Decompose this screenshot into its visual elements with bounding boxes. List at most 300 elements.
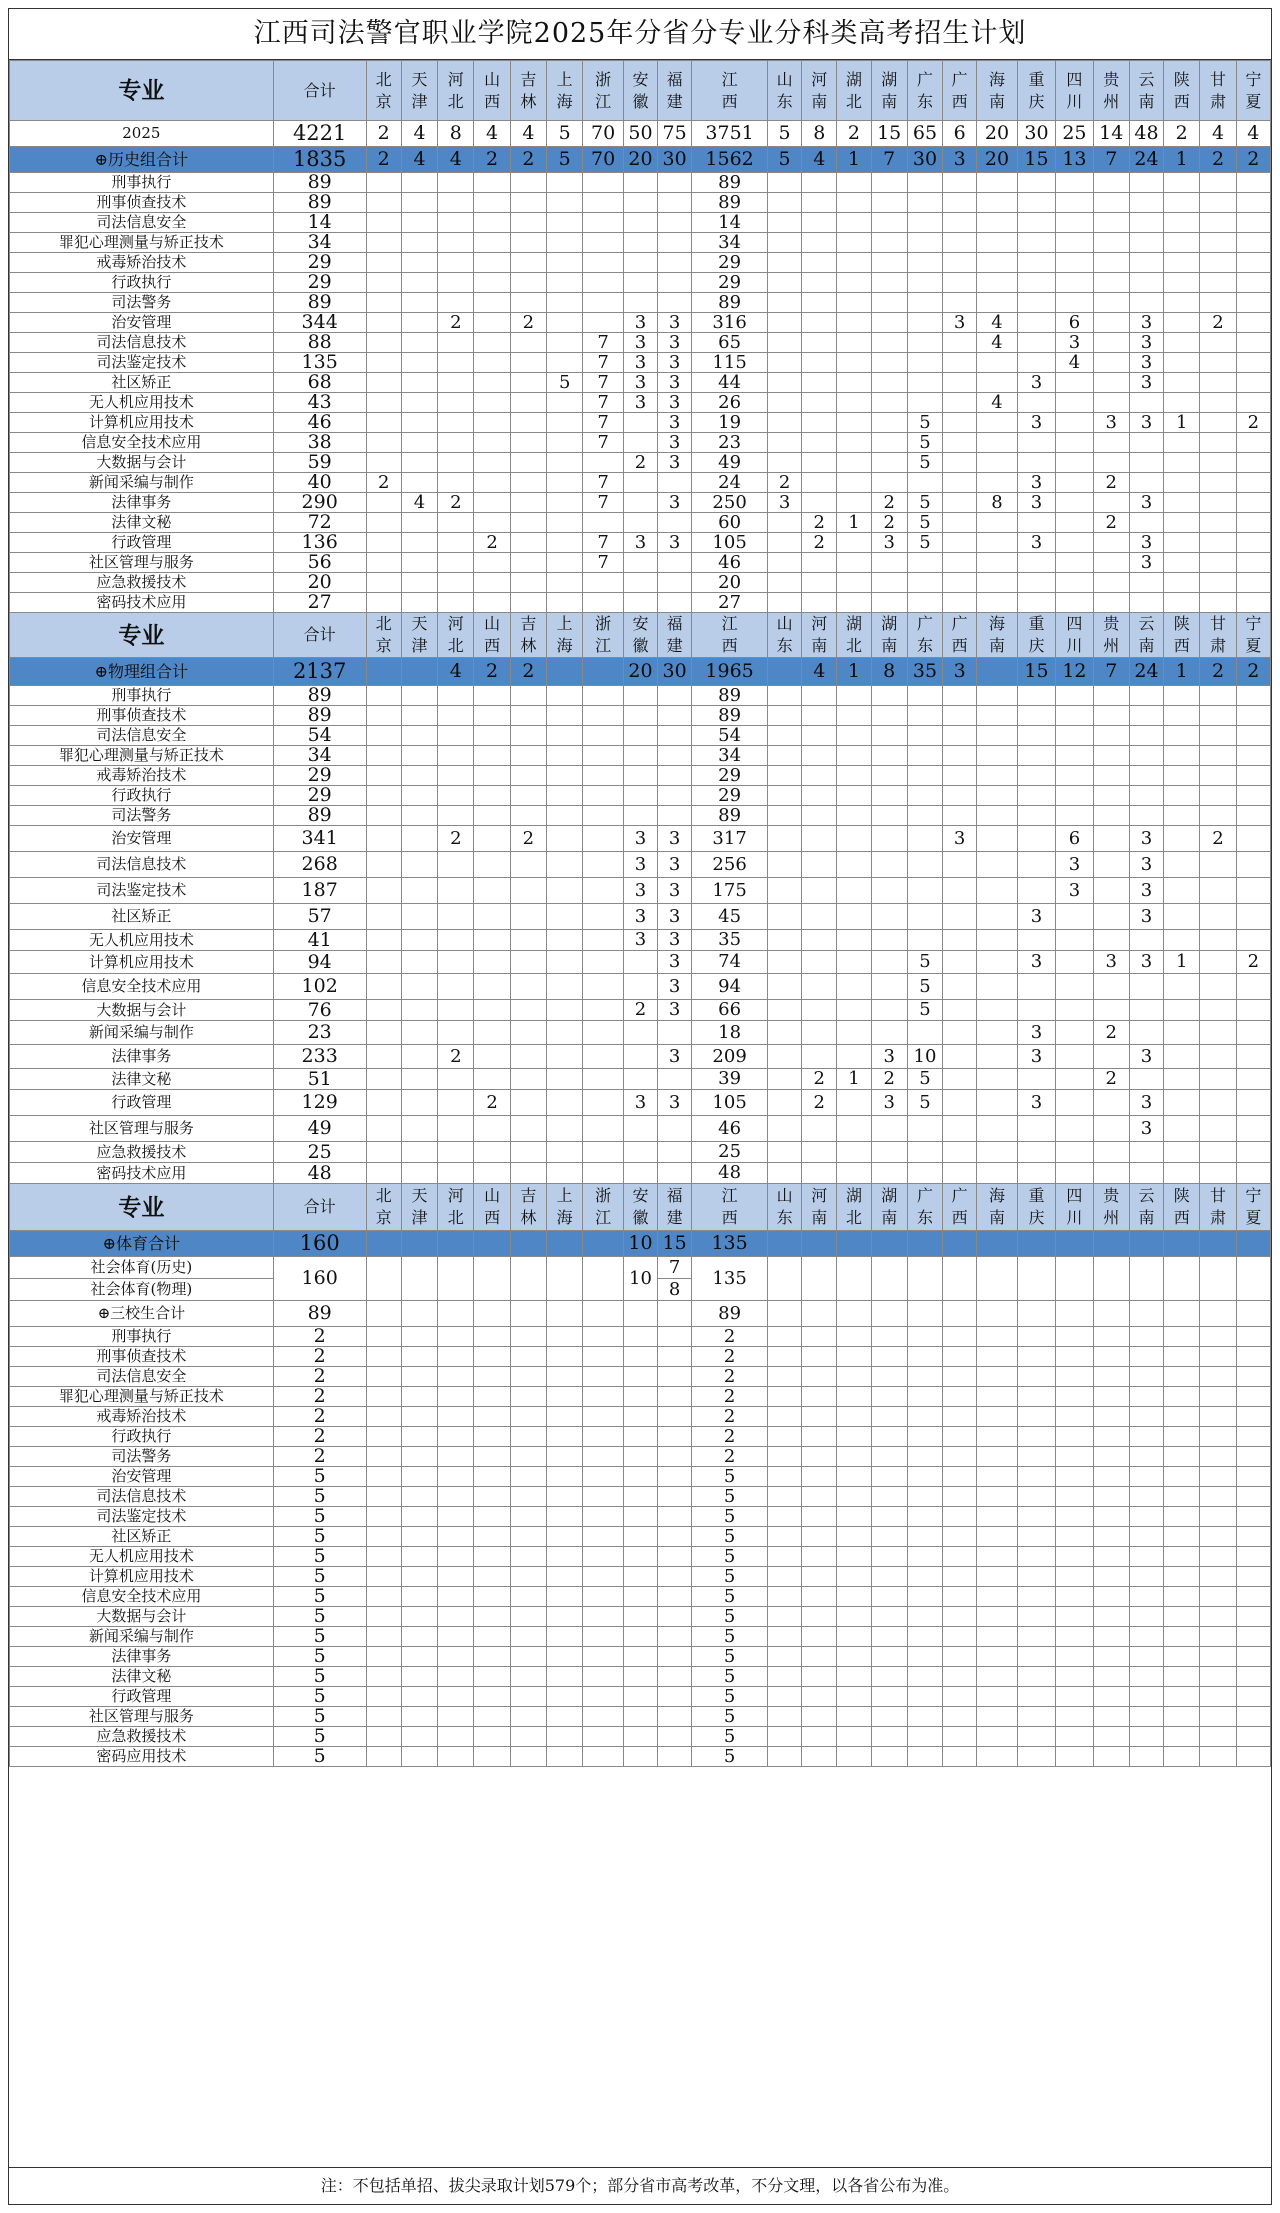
- province-quota-cell: [1129, 1587, 1163, 1607]
- province-quota-cell: [438, 1667, 474, 1687]
- province-quota-cell: [1093, 1116, 1129, 1142]
- province-quota-cell: [871, 1367, 907, 1387]
- province-quota-cell: [1200, 1257, 1236, 1301]
- province-quota-cell: [658, 1021, 692, 1045]
- province-quota-cell: 3: [871, 533, 907, 553]
- province-quota-cell: [871, 1547, 907, 1567]
- province-quota-cell: [943, 1527, 977, 1547]
- province-quota-cell: [1093, 1427, 1129, 1447]
- province-quota-cell: [943, 1000, 977, 1021]
- major-name-cell: 法律事务: [10, 1647, 274, 1667]
- province-quota-cell: [583, 974, 624, 1000]
- table-row: [10, 686, 1271, 706]
- province-quota-cell: [1129, 1687, 1163, 1707]
- province-quota-cell: 2: [871, 1069, 907, 1090]
- province-quota-cell: 4: [1200, 121, 1236, 147]
- province-quota-cell: 70: [583, 121, 624, 147]
- province-quota-cell: [438, 706, 474, 726]
- province-quota-cell: [366, 213, 401, 233]
- province-quota-cell: 3: [1129, 826, 1163, 852]
- province-quota-cell: [837, 878, 871, 904]
- province-quota-cell: [802, 1000, 837, 1021]
- total-column-header: 合计: [273, 1184, 366, 1231]
- table-row: [10, 1647, 1271, 1667]
- province-quota-cell: [802, 1163, 837, 1184]
- province-quota-cell: [1056, 253, 1093, 273]
- province-quota-cell: [366, 593, 401, 613]
- province-quota-cell: [547, 746, 583, 766]
- province-quota-cell: [366, 1607, 401, 1627]
- province-quota-cell: 3: [658, 453, 692, 473]
- province-quota-cell: [977, 553, 1018, 573]
- province-quota-cell: [547, 1527, 583, 1547]
- table-row: [10, 573, 1271, 593]
- province-quota-cell: [943, 766, 977, 786]
- province-quota-cell: [1236, 1687, 1270, 1707]
- province-quota-cell: [366, 333, 401, 353]
- province-quota-cell: [837, 1367, 871, 1387]
- province-column-header: 山 东: [768, 61, 802, 121]
- province-quota-cell: [1164, 573, 1200, 593]
- province-quota-cell: 3751: [692, 121, 768, 147]
- province-quota-cell: [1017, 253, 1055, 273]
- major-name-cell: 罪犯心理测量与矫正技术: [10, 233, 274, 253]
- province-quota-cell: [1164, 593, 1200, 613]
- province-quota-cell: [871, 1567, 907, 1587]
- province-quota-cell: [547, 951, 583, 974]
- province-quota-cell: [1200, 1142, 1236, 1163]
- province-quota-cell: [1056, 173, 1093, 193]
- province-quota-cell: [1200, 1547, 1236, 1567]
- total-cell: 57: [273, 904, 366, 930]
- province-quota-cell: [366, 1487, 401, 1507]
- province-quota-cell: [366, 1547, 401, 1567]
- table-row: [10, 433, 1271, 453]
- province-quota-cell: 3: [658, 533, 692, 553]
- major-name-cell: 密码技术应用: [10, 593, 274, 613]
- province-quota-cell: [547, 1547, 583, 1567]
- province-quota-cell: [510, 413, 546, 433]
- province-quota-cell: [658, 173, 692, 193]
- province-quota-cell: [401, 786, 437, 806]
- province-quota-cell: [1056, 473, 1093, 493]
- province-quota-cell: [623, 253, 657, 273]
- province-quota-cell: 5: [692, 1567, 768, 1587]
- province-quota-cell: [438, 373, 474, 393]
- province-quota-cell: [1164, 974, 1200, 1000]
- province-quota-cell: [658, 1367, 692, 1387]
- province-quota-cell: [547, 1707, 583, 1727]
- province-quota-cell: 35: [907, 658, 942, 686]
- province-quota-cell: [401, 930, 437, 951]
- major-name-cell: ⊕三校生合计: [10, 1301, 274, 1327]
- total-cell: 5: [273, 1727, 366, 1747]
- province-quota-cell: [658, 706, 692, 726]
- province-quota-cell: [1017, 1567, 1055, 1587]
- province-quota-cell: [871, 1000, 907, 1021]
- province-quota-cell: [1056, 1587, 1093, 1607]
- province-quota-cell: 14: [1093, 121, 1129, 147]
- province-column-header: 湖 南: [871, 613, 907, 658]
- province-quota-cell: [1236, 453, 1270, 473]
- province-quota-cell: [1017, 393, 1055, 413]
- table-row: [10, 313, 1271, 333]
- province-quota-cell: [1017, 974, 1055, 1000]
- province-quota-cell: [401, 746, 437, 766]
- province-quota-cell: 24: [692, 473, 768, 493]
- province-quota-cell: [802, 193, 837, 213]
- province-quota-cell: 5: [768, 147, 802, 173]
- province-quota-cell: 2: [1200, 658, 1236, 686]
- province-quota-cell: [366, 1045, 401, 1069]
- province-quota-cell: [510, 806, 546, 826]
- province-quota-cell: [474, 493, 510, 513]
- province-quota-cell: [802, 273, 837, 293]
- province-quota-cell: [837, 951, 871, 974]
- total-cell: 54: [273, 726, 366, 746]
- province-quota-cell: [1056, 233, 1093, 253]
- province-quota-cell: [547, 1467, 583, 1487]
- province-quota-cell: [871, 593, 907, 613]
- total-cell: 2: [273, 1347, 366, 1367]
- province-quota-cell: [1017, 1547, 1055, 1567]
- province-quota-cell: [1129, 1467, 1163, 1487]
- province-quota-cell: [401, 1547, 437, 1567]
- province-quota-cell: [837, 1747, 871, 1767]
- province-quota-cell: [474, 686, 510, 706]
- province-quota-cell: [943, 1021, 977, 1045]
- province-quota-cell: [1164, 533, 1200, 553]
- province-quota-cell: 1: [837, 513, 871, 533]
- total-cell: 89: [273, 293, 366, 313]
- province-quota-cell: [547, 766, 583, 786]
- province-quota-cell: [438, 1627, 474, 1647]
- province-quota-cell: [1129, 1257, 1163, 1301]
- province-quota-cell: 7: [583, 353, 624, 373]
- province-quota-cell: 7: [583, 493, 624, 513]
- province-quota-cell: 3: [1017, 1045, 1055, 1069]
- province-quota-cell: 7: [583, 533, 624, 553]
- province-quota-cell: [837, 1142, 871, 1163]
- province-quota-cell: [802, 1447, 837, 1467]
- province-quota-cell: [1164, 1069, 1200, 1090]
- province-quota-cell: [547, 706, 583, 726]
- province-quota-cell: [1200, 786, 1236, 806]
- province-quota-cell: 2: [438, 826, 474, 852]
- province-quota-cell: 8: [658, 1279, 692, 1301]
- table-row: [10, 1607, 1271, 1627]
- province-quota-cell: [1200, 1090, 1236, 1116]
- province-quota-cell: 2: [438, 313, 474, 333]
- province-quota-cell: [977, 1567, 1018, 1587]
- province-quota-cell: [474, 852, 510, 878]
- province-quota-cell: [474, 706, 510, 726]
- province-column-header: 甘 肃: [1200, 61, 1236, 121]
- province-quota-cell: [977, 658, 1018, 686]
- province-quota-cell: 3: [623, 904, 657, 930]
- province-quota-cell: 48: [1129, 121, 1163, 147]
- province-quota-cell: [1236, 1487, 1270, 1507]
- major-name-cell: 行政执行: [10, 273, 274, 293]
- province-quota-cell: [907, 1727, 942, 1747]
- province-column-header: 广 西: [943, 61, 977, 121]
- province-quota-cell: [907, 766, 942, 786]
- province-quota-cell: 8: [871, 658, 907, 686]
- province-quota-cell: [1236, 573, 1270, 593]
- province-quota-cell: 34: [692, 233, 768, 253]
- province-quota-cell: [1056, 1547, 1093, 1567]
- table-row: [10, 1045, 1271, 1069]
- province-quota-cell: [1056, 951, 1093, 974]
- province-quota-cell: [510, 1407, 546, 1427]
- province-column-header: 山 西: [474, 613, 510, 658]
- province-quota-cell: [401, 1327, 437, 1347]
- province-quota-cell: [1200, 806, 1236, 826]
- province-quota-cell: [438, 253, 474, 273]
- province-quota-cell: [438, 1347, 474, 1367]
- province-quota-cell: [658, 1407, 692, 1427]
- province-quota-cell: [1236, 1627, 1270, 1647]
- province-quota-cell: [623, 974, 657, 1000]
- province-quota-cell: [474, 1447, 510, 1467]
- province-quota-cell: [583, 1647, 624, 1667]
- province-column-header: 湖 北: [837, 613, 871, 658]
- province-quota-cell: [837, 453, 871, 473]
- province-quota-cell: [438, 273, 474, 293]
- province-quota-cell: 3: [1129, 373, 1163, 393]
- province-quota-cell: [768, 293, 802, 313]
- province-column-header: 河 南: [802, 61, 837, 121]
- province-quota-cell: [474, 1000, 510, 1021]
- province-quota-cell: [1236, 1142, 1270, 1163]
- province-quota-cell: [1056, 686, 1093, 706]
- province-quota-cell: [802, 1367, 837, 1387]
- table-row: [10, 233, 1271, 253]
- province-quota-cell: [547, 1069, 583, 1090]
- province-quota-cell: [768, 373, 802, 393]
- province-quota-cell: [1056, 273, 1093, 293]
- province-quota-cell: [871, 253, 907, 273]
- province-quota-cell: [401, 1587, 437, 1607]
- province-quota-cell: [1056, 904, 1093, 930]
- province-quota-cell: [907, 1367, 942, 1387]
- province-quota-cell: [768, 1707, 802, 1727]
- province-quota-cell: [658, 1667, 692, 1687]
- province-quota-cell: [871, 1021, 907, 1045]
- province-quota-cell: [977, 233, 1018, 253]
- province-quota-cell: 7: [583, 333, 624, 353]
- province-quota-cell: [1164, 233, 1200, 253]
- province-quota-cell: [1236, 1116, 1270, 1142]
- province-column-header: 安 徽: [623, 61, 657, 121]
- province-quota-cell: [768, 553, 802, 573]
- province-quota-cell: [401, 313, 437, 333]
- province-quota-cell: [1200, 333, 1236, 353]
- province-quota-cell: [1164, 1567, 1200, 1587]
- total-cell: 341: [273, 826, 366, 852]
- province-quota-cell: [768, 1587, 802, 1607]
- province-quota-cell: [907, 1607, 942, 1627]
- province-quota-cell: [943, 393, 977, 413]
- province-quota-cell: [1200, 1347, 1236, 1367]
- province-quota-cell: [510, 1627, 546, 1647]
- major-name-cell: 司法信息安全: [10, 1367, 274, 1387]
- province-quota-cell: [1236, 1327, 1270, 1347]
- province-quota-cell: [510, 493, 546, 513]
- province-quota-cell: [1093, 213, 1129, 233]
- province-quota-cell: 5: [692, 1527, 768, 1547]
- province-quota-cell: [1093, 1587, 1129, 1607]
- province-quota-cell: [837, 1667, 871, 1687]
- province-quota-cell: 2: [802, 1090, 837, 1116]
- province-quota-cell: [907, 1301, 942, 1327]
- province-quota-cell: [658, 253, 692, 273]
- province-quota-cell: [1164, 1467, 1200, 1487]
- province-quota-cell: [1200, 930, 1236, 951]
- province-quota-cell: [871, 1707, 907, 1727]
- province-quota-cell: [1200, 766, 1236, 786]
- province-quota-cell: 5: [907, 1000, 942, 1021]
- province-quota-cell: [510, 253, 546, 273]
- province-quota-cell: [1164, 1116, 1200, 1142]
- province-quota-cell: [1200, 1116, 1236, 1142]
- major-name-cell: 新闻采编与制作: [10, 473, 274, 493]
- province-quota-cell: [401, 1347, 437, 1367]
- province-column-header: 河 北: [438, 61, 474, 121]
- table-row: [10, 1587, 1271, 1607]
- province-quota-cell: [802, 1587, 837, 1607]
- province-quota-cell: [583, 1163, 624, 1184]
- province-quota-cell: [1236, 253, 1270, 273]
- province-quota-cell: [366, 826, 401, 852]
- province-quota-cell: 4: [977, 333, 1018, 353]
- province-quota-cell: [871, 930, 907, 951]
- province-quota-cell: [547, 1347, 583, 1367]
- province-quota-cell: [474, 1667, 510, 1687]
- province-quota-cell: [438, 513, 474, 533]
- province-quota-cell: [943, 353, 977, 373]
- province-quota-cell: [977, 1587, 1018, 1607]
- province-quota-cell: [1200, 1447, 1236, 1467]
- province-column-header: 天 津: [401, 613, 437, 658]
- province-quota-cell: [1056, 1727, 1093, 1747]
- province-quota-cell: [1200, 904, 1236, 930]
- province-quota-cell: [1093, 1301, 1129, 1327]
- province-quota-cell: [366, 513, 401, 533]
- province-quota-cell: [1093, 373, 1129, 393]
- province-quota-cell: [837, 353, 871, 373]
- province-quota-cell: [401, 904, 437, 930]
- province-quota-cell: [658, 786, 692, 806]
- province-quota-cell: [1017, 1367, 1055, 1387]
- province-quota-cell: [1056, 1647, 1093, 1667]
- table-row: [10, 1387, 1271, 1407]
- province-quota-cell: [1236, 904, 1270, 930]
- province-quota-cell: [768, 233, 802, 253]
- province-quota-cell: [977, 904, 1018, 930]
- province-quota-cell: 49: [692, 453, 768, 473]
- province-quota-cell: 54: [692, 726, 768, 746]
- province-quota-cell: [583, 313, 624, 333]
- province-quota-cell: [1236, 726, 1270, 746]
- major-name-cell: 大数据与会计: [10, 1000, 274, 1021]
- province-quota-cell: [943, 1487, 977, 1507]
- province-quota-cell: [623, 493, 657, 513]
- table-row: [10, 1707, 1271, 1727]
- province-quota-cell: 5: [692, 1747, 768, 1767]
- province-quota-cell: [658, 1163, 692, 1184]
- province-quota-cell: [1093, 353, 1129, 373]
- province-quota-cell: [871, 1487, 907, 1507]
- province-quota-cell: [1017, 1527, 1055, 1547]
- province-quota-cell: [1164, 1021, 1200, 1045]
- province-quota-cell: [438, 573, 474, 593]
- province-quota-cell: [438, 1116, 474, 1142]
- province-quota-cell: [438, 1527, 474, 1547]
- province-quota-cell: [977, 826, 1018, 852]
- total-cell: 89: [273, 806, 366, 826]
- province-column-header: 河 南: [802, 1184, 837, 1231]
- province-quota-cell: 3: [1129, 878, 1163, 904]
- table-row: [10, 1257, 1271, 1279]
- province-quota-cell: [1129, 1607, 1163, 1627]
- province-quota-cell: [977, 1727, 1018, 1747]
- province-quota-cell: [768, 533, 802, 553]
- province-quota-cell: 3: [1129, 852, 1163, 878]
- province-quota-cell: [401, 1301, 437, 1327]
- province-quota-cell: [768, 930, 802, 951]
- enrollment-table: [9, 60, 1271, 1767]
- province-column-header: 四 川: [1056, 61, 1093, 121]
- province-quota-cell: 4: [977, 393, 1018, 413]
- province-quota-cell: [1093, 573, 1129, 593]
- province-quota-cell: [871, 1163, 907, 1184]
- province-quota-cell: [1129, 1667, 1163, 1687]
- province-quota-cell: [438, 553, 474, 573]
- total-cell: 34: [273, 746, 366, 766]
- province-quota-cell: [474, 1387, 510, 1407]
- province-quota-cell: [1164, 1090, 1200, 1116]
- province-quota-cell: [438, 1567, 474, 1587]
- province-quota-cell: [1236, 293, 1270, 313]
- province-column-header: 广 东: [907, 613, 942, 658]
- province-quota-cell: [977, 1427, 1018, 1447]
- province-quota-cell: [1236, 746, 1270, 766]
- province-quota-cell: [907, 686, 942, 706]
- province-quota-cell: [1200, 493, 1236, 513]
- province-quota-cell: [1056, 1527, 1093, 1547]
- province-quota-cell: [438, 974, 474, 1000]
- total-cell: 89: [273, 686, 366, 706]
- province-quota-cell: [1164, 1231, 1200, 1257]
- province-quota-cell: [658, 1707, 692, 1727]
- province-quota-cell: [1200, 173, 1236, 193]
- major-name-cell: 信息安全技术应用: [10, 433, 274, 453]
- province-quota-cell: 2: [1200, 826, 1236, 852]
- table-row: [10, 1527, 1271, 1547]
- province-quota-cell: [1017, 1231, 1055, 1257]
- province-quota-cell: [510, 930, 546, 951]
- province-quota-cell: [1129, 786, 1163, 806]
- province-quota-cell: [977, 974, 1018, 1000]
- province-quota-cell: [1056, 1367, 1093, 1387]
- province-column-header: 吉 林: [510, 1184, 546, 1231]
- province-quota-cell: [583, 766, 624, 786]
- province-quota-cell: [510, 1301, 546, 1327]
- province-quota-cell: [768, 173, 802, 193]
- province-quota-cell: [802, 1507, 837, 1527]
- province-quota-cell: [1093, 433, 1129, 453]
